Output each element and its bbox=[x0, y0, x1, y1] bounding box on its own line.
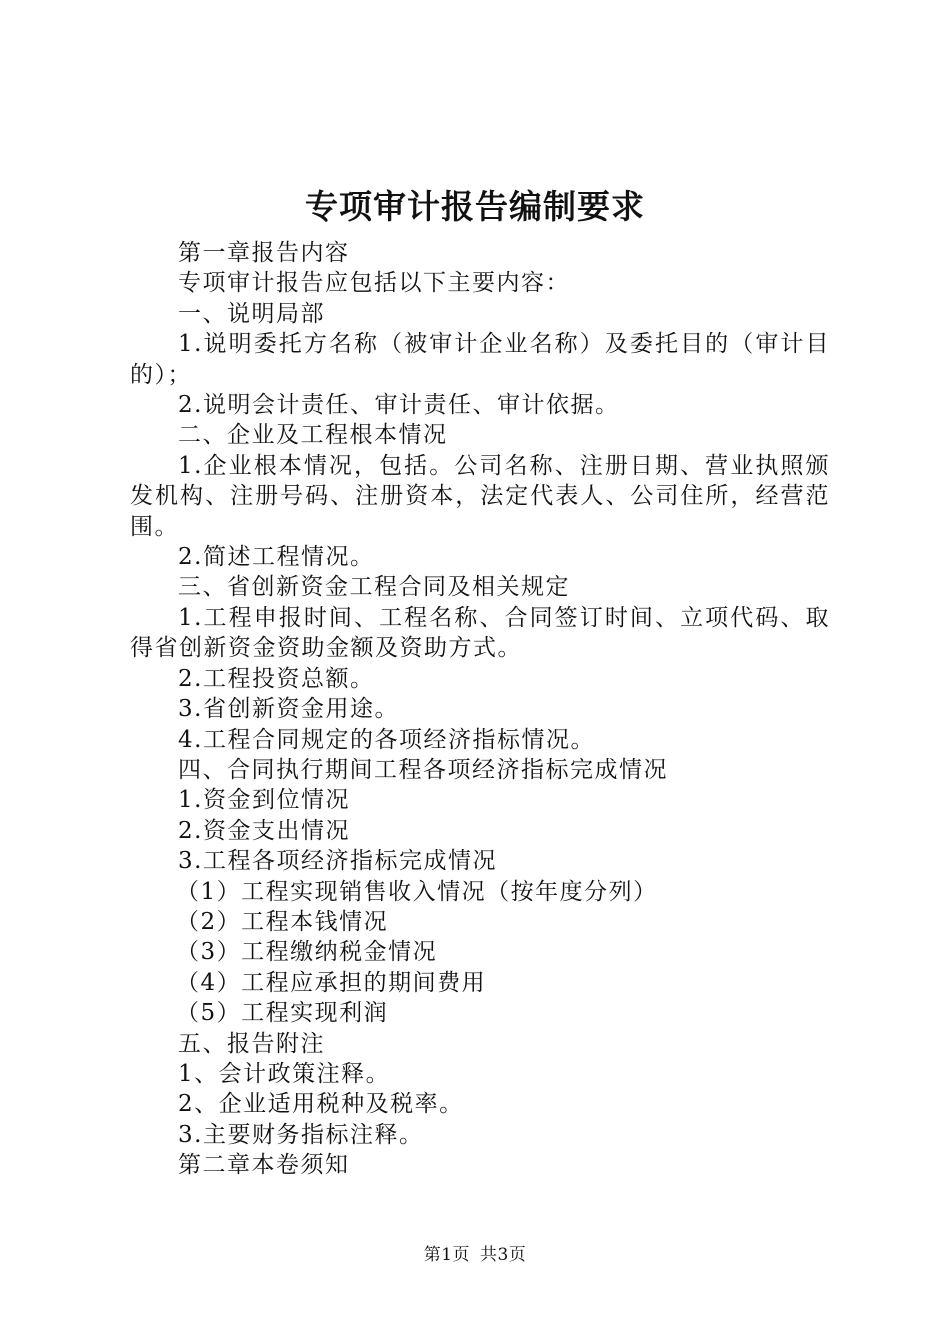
paragraph: 3.省创新资金用途。 bbox=[178, 696, 399, 723]
paragraph: 2.资金支出情况 bbox=[178, 817, 350, 844]
paragraph: 一、说明局部 bbox=[178, 300, 325, 327]
paragraph: 1.说明委托方名称（被审计企业名称）及委托目的（审计目的）； bbox=[130, 331, 830, 388]
paragraph: （2）工程本钱情况 bbox=[176, 908, 389, 935]
paragraph: 第一章报告内容 bbox=[178, 240, 350, 266]
paragraph: 专项审计报告应包括以下主要内容： bbox=[178, 270, 570, 297]
paragraph: 1.资金到位情况 bbox=[178, 787, 350, 814]
paragraph: （3）工程缴纳税金情况 bbox=[176, 939, 438, 966]
paragraph: 2.工程投资总额。 bbox=[178, 665, 375, 692]
document-body bbox=[130, 238, 830, 1181]
paragraph: （4）工程应承担的期间费用 bbox=[176, 969, 487, 996]
paragraph: 二、企业及工程根本情况 bbox=[178, 422, 448, 449]
paragraph: 1.工程申报时间、工程名称、合同签订时间、立项代码、取得省创新资金资助金额及资助方式。 bbox=[130, 604, 830, 662]
paragraph: 2、企业适用税种及税率。 bbox=[178, 1091, 464, 1118]
paragraph: 第二章本卷须知 bbox=[178, 1152, 350, 1179]
page-total: 共3页 bbox=[479, 1245, 527, 1265]
page-number: 第1页 bbox=[423, 1245, 471, 1265]
paragraph: （5）工程实现利润 bbox=[176, 1000, 389, 1027]
paragraph: 4.工程合同规定的各项经济指标情况。 bbox=[178, 726, 595, 753]
paragraph: 2.简述工程情况。 bbox=[178, 544, 375, 571]
paragraph: 三、省创新资金工程合同及相关规定 bbox=[178, 574, 570, 601]
paragraph: 五、报告附注 bbox=[178, 1030, 325, 1057]
paragraph: （1）工程实现销售收入情况（按年度分列） bbox=[176, 878, 658, 905]
paragraph: 2.说明会计责任、审计责任、审计依据。 bbox=[178, 392, 620, 419]
page-footer bbox=[0, 1244, 950, 1266]
paragraph: 3.主要财务指标注释。 bbox=[178, 1121, 424, 1148]
document-title: 专项审计报告编制要求 bbox=[305, 187, 645, 226]
paragraph: 四、合同执行期间工程各项经济指标完成情况 bbox=[178, 756, 668, 783]
paragraph: 3.工程各项经济指标完成情况 bbox=[178, 848, 497, 875]
paragraph: 1.企业根本情况，包括。公司名称、注册日期、营业执照颁发机构、注册号码、注册资本，法定代表人、公司住所，经营范围。 bbox=[130, 452, 830, 540]
paragraph: 1、会计政策注释。 bbox=[178, 1060, 391, 1087]
